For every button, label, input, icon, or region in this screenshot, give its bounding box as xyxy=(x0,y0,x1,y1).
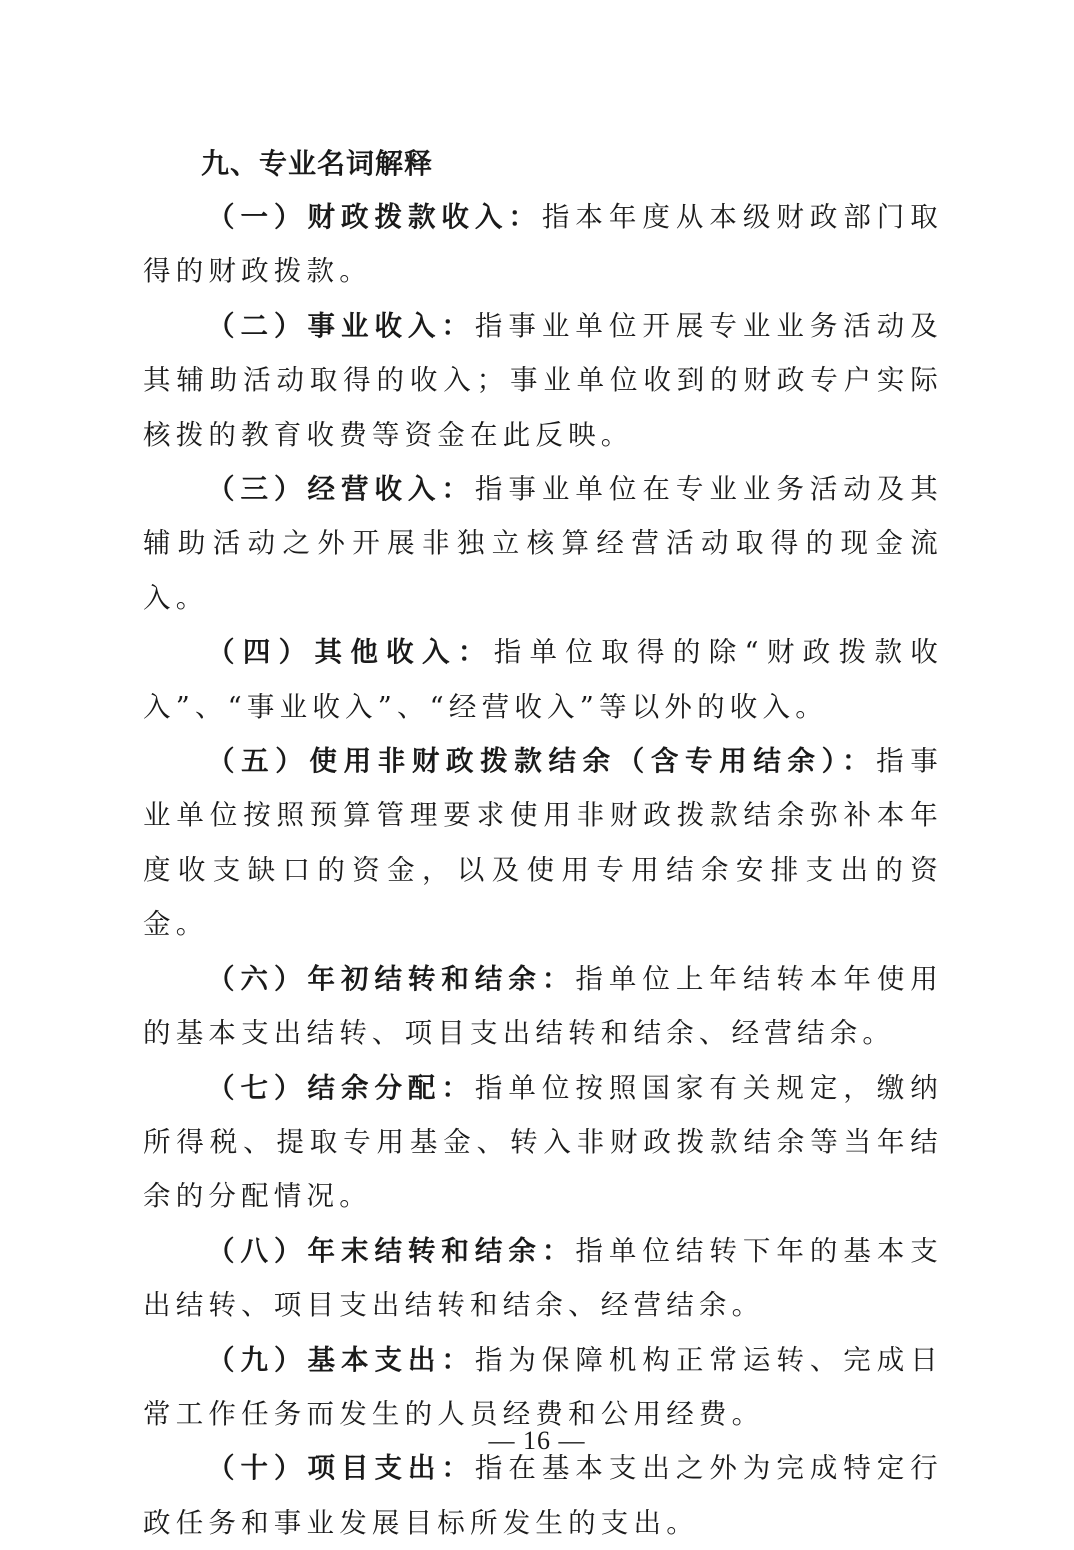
definition-text: 指事业单位在专业业务活动及其辅助活动之外开展非独立核算经营活动取得的现金流入。 xyxy=(143,473,943,614)
definition-text: 指在基本支出之外为完成特定行政任务和事业发展目标所发生的支出。 xyxy=(143,1452,943,1539)
definition-term: （二）事业收入： xyxy=(207,309,475,342)
definition-term: （四）其他收入： xyxy=(207,636,494,669)
definition-paragraph xyxy=(143,190,943,299)
definition-text: 指事业单位按照预算管理要求使用非财政拨款结余弥补本年度收支缺口的资金，以及使用专用结余安排支出的资金。 xyxy=(143,745,944,941)
document-body xyxy=(143,138,943,1550)
definition-term: （九）基本支出： xyxy=(207,1343,475,1376)
definition-paragraph xyxy=(143,625,943,734)
definition-term: （一）财政拨款收入： xyxy=(207,201,542,233)
definition-paragraph xyxy=(143,952,943,1061)
definition-text: 指本年度从本级财政部门取得的财政拨款。 xyxy=(143,201,943,288)
definition-paragraph xyxy=(143,734,943,952)
definition-text: 指单位按照国家有关规定，缴纳所得税、提取专用基金、转入非财政拨款结余等当年结余的分配情况。 xyxy=(143,1071,943,1213)
definition-paragraph xyxy=(143,1224,943,1333)
definition-text: 指单位上年结转本年使用的基本支出结转、项目支出结转和结余、经营结余。 xyxy=(143,962,944,1050)
definition-term: （七）结余分配： xyxy=(207,1071,475,1104)
definition-term: （八）年末结转和结余： xyxy=(207,1234,576,1267)
definition-term: （三）经营收入： xyxy=(207,473,475,506)
definition-term: （六）年初结转和结余： xyxy=(207,962,576,995)
definition-text: 指单位结转下年的基本支出结转、项目支出结转和结余、经营结余。 xyxy=(143,1234,944,1322)
section-heading: 九、专业名词解释 xyxy=(201,147,434,180)
definition-text: 指单位取得的除“财政拨款收入”、“事业收入”、“经营收入”等以外的收入。 xyxy=(143,636,943,723)
definition-paragraph xyxy=(143,1441,943,1550)
definition-paragraph xyxy=(143,299,943,462)
definition-term: （五）使用非财政拨款结余（含专用结余）： xyxy=(207,745,877,778)
definition-paragraph xyxy=(143,1061,943,1224)
definition-term: （十）项目支出： xyxy=(207,1452,475,1485)
definition-text: 指为保障机构正常运转、完成日常工作任务而发生的人员经费和公用经费。 xyxy=(143,1343,943,1430)
definition-text: 指事业单位开展专业业务活动及其辅助活动取得的收入；事业单位收到的财政专户实际核拨的教育收费等资金在此反映。 xyxy=(143,309,943,451)
definition-paragraph xyxy=(143,462,943,625)
page-number: — 16 — xyxy=(488,1426,586,1455)
